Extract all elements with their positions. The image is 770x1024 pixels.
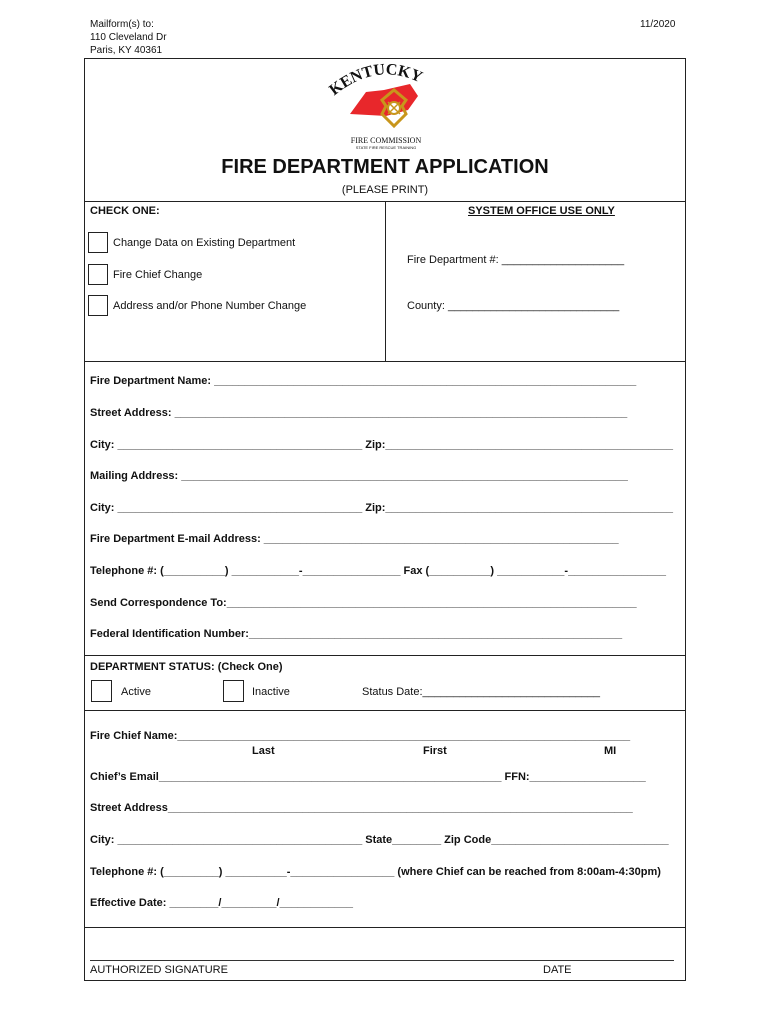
signature-line[interactable] xyxy=(90,960,674,961)
fire-chief-change-label: Fire Chief Change xyxy=(113,269,203,281)
change-data-label: Change Data on Existing Department xyxy=(113,237,296,249)
logo-sub-text: STATE FIRE RESCUE TRAINING xyxy=(355,145,417,150)
divider xyxy=(84,710,686,711)
street-address-field[interactable]: Street Address: __________________________________________________________________________ xyxy=(90,407,628,419)
mailing-city-zip-field[interactable]: City: ________________________________________ Zip:_______________________________________________ xyxy=(90,502,673,514)
form-subtitle: (PLEASE PRINT) xyxy=(341,184,429,196)
divider xyxy=(84,361,686,362)
chief-telephone-field[interactable]: Telephone #: (_________) __________-_________________ (where Chief can be reached from 8:00am-4:30pm) xyxy=(90,866,661,878)
logo-arc-text: KENTUCKY xyxy=(326,62,425,99)
divider xyxy=(84,927,686,928)
form-title: FIRE DEPARTMENT APPLICATION xyxy=(221,156,549,178)
kentucky-fire-commission-logo xyxy=(326,62,438,152)
status-active-label: Active xyxy=(121,686,151,698)
mail-to-line1: Mailform(s) to: xyxy=(90,19,154,30)
chief-city-state-zip-field[interactable]: City: ________________________________________ State________ Zip Code_____________________________ xyxy=(90,834,669,846)
chief-email-ffn-field[interactable]: Chief’s Email________________________________________________________ FFN:___________________ xyxy=(90,771,646,783)
mail-to-line2: 110 Cleveland Dr xyxy=(90,32,167,43)
department-status-label: DEPARTMENT STATUS: (Check One) xyxy=(90,661,283,673)
email-field[interactable]: Fire Department E-mail Address: __________________________________________________________ xyxy=(90,533,619,545)
chief-mi-label: MI xyxy=(604,745,617,757)
revision-date: 11/2020 xyxy=(640,19,676,30)
authorized-signature-label: AUTHORIZED SIGNATURE xyxy=(90,964,228,976)
telephone-fax-field[interactable]: Telephone #: (__________) ___________-________________ Fax (__________) ___________-________________ xyxy=(90,565,666,577)
check-one-label: CHECK ONE: xyxy=(90,205,160,217)
fire-department-number-field[interactable]: Fire Department #: ____________________ xyxy=(407,254,625,266)
status-date-field[interactable]: Status Date:_____________________________ xyxy=(362,686,600,698)
divider-vertical xyxy=(385,201,386,361)
chief-last-label: Last xyxy=(252,745,275,757)
correspondence-field[interactable]: Send Correspondence To:___________________________________________________________________ xyxy=(90,597,637,609)
chief-first-label: First xyxy=(423,745,447,757)
county-field[interactable]: County: ____________________________ xyxy=(407,300,620,312)
chief-street-field[interactable]: Street Address____________________________________________________________________________ xyxy=(90,802,633,814)
status-inactive-label: Inactive xyxy=(252,686,290,698)
federal-id-field[interactable]: Federal Identification Number:_____________________________________________________________ xyxy=(90,628,623,640)
dept-name-field[interactable]: Fire Department Name: _____________________________________________________________________ xyxy=(90,375,637,387)
divider xyxy=(84,655,686,656)
logo-commission-text: FIRE COMMISSION xyxy=(350,136,422,145)
chief-name-field[interactable]: Fire Chief Name:__________________________________________________________________________ xyxy=(90,730,631,742)
address-change-label: Address and/or Phone Number Change xyxy=(113,300,307,312)
change-data-checkbox[interactable] xyxy=(88,232,108,253)
office-use-label: SYSTEM OFFICE USE ONLY xyxy=(468,205,615,217)
mailing-address-field[interactable]: Mailing Address: _________________________________________________________________________ xyxy=(90,470,628,482)
date-label: DATE xyxy=(543,964,572,976)
effective-date-field[interactable]: Effective Date: ________/_________/____________ xyxy=(90,897,353,909)
status-active-checkbox[interactable] xyxy=(91,680,112,702)
mail-to-line3: Paris, KY 40361 xyxy=(90,45,163,56)
status-inactive-checkbox[interactable] xyxy=(223,680,244,702)
fire-chief-change-checkbox[interactable] xyxy=(88,264,108,285)
address-change-checkbox[interactable] xyxy=(88,295,108,316)
city-zip-field[interactable]: City: ________________________________________ Zip:_______________________________________________ xyxy=(90,439,673,451)
